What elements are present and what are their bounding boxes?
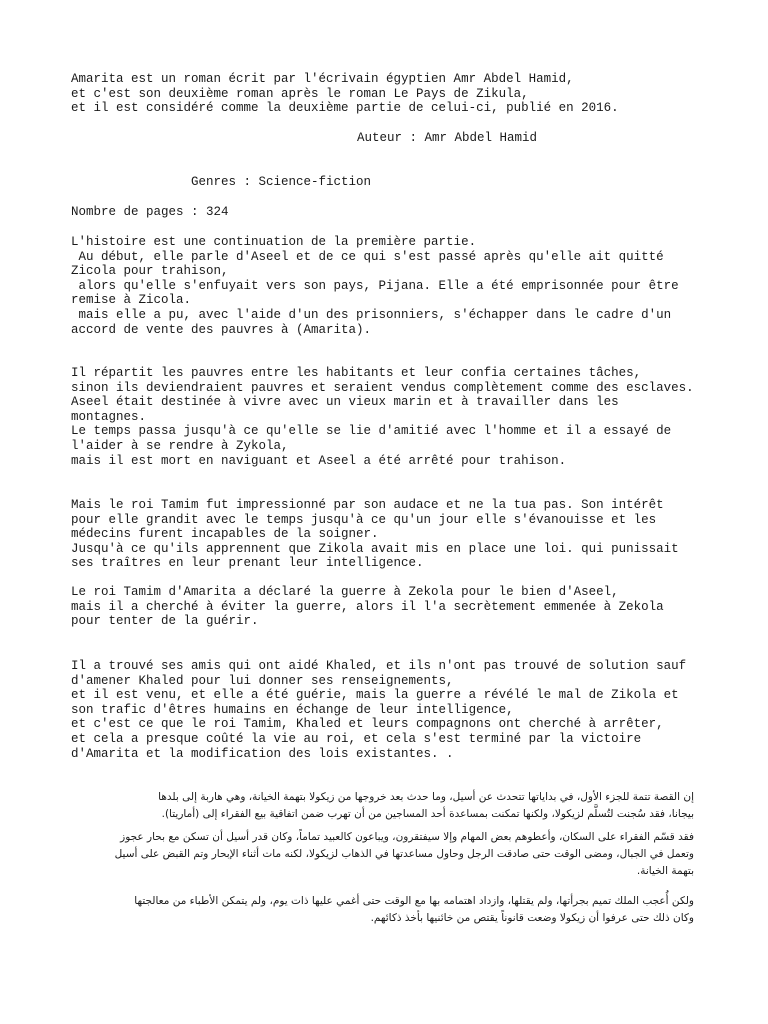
paragraph-line: Le roi Tamim d'Amarita a déclaré la guerre à Zekola pour le bien d'Aseel, <box>71 585 619 599</box>
paragraph-line: Mais le roi Tamim fut impressionné par son audace et ne la tua pas. Son intérêt <box>71 498 664 512</box>
paragraph-line: montagnes. <box>71 409 147 424</box>
paragraph-line: L'histoire est une continuation de la première partie. <box>71 235 477 249</box>
genre-line: Genres : Science-fiction <box>191 175 372 189</box>
arabic-line: وكان ذلك حتى عرفوا أن زيكولا وضعت قانوناً يقتص من خائنيها بأخذ ذكائهم. <box>370 912 694 924</box>
paragraph-line: Au début, elle parle d'Aseel et de ce qui s'est passé après qu'elle ait quitté <box>71 249 664 264</box>
paragraph-line: et c'est ce que le roi Tamim, Khaled et leurs compagnons ont cherché à arrêter, <box>71 717 664 732</box>
paragraph-line: remise à Zicola. <box>71 293 192 308</box>
paragraph-line: l'aider à se rendre à Zykola, <box>71 439 289 453</box>
paragraph-line: Aseel était destinée à vivre avec un vieux marin et à travailler dans les <box>71 395 619 410</box>
arabic-line: ولكن أُعجب الملك تميم بجرأتها، ولم يقتلها، وازداد اهتمامه بها مع الوقت حتى أغمي عليها ذات يوم، ولم يتمكن الأطباء من معالجتها <box>134 895 694 907</box>
paragraph-line: Le temps passa jusqu'à ce qu'elle se lie d'amitié avec l'homme et il a essayé de <box>71 424 672 439</box>
paragraph-line: Zicola pour trahison, <box>71 264 229 279</box>
intro-line: Amarita est un roman écrit par l'écrivain égyptien Amr Abdel Hamid, <box>71 72 574 86</box>
paragraph-line: accord de vente des pauvres à (Amarita). <box>71 322 372 337</box>
paragraph-line: mais elle a pu, avec l'aide d'un des prisonniers, s'échapper dans le cadre d'un <box>71 308 672 322</box>
arabic-line: بيجانا، فقد سُجنت لتُسلَّم لزيكولا، ولكنها تمكنت بمساعدة أحد المساجين من أن تهرب ضمن اتفاقية بيع الفقراء إلى (أماريتا). <box>161 808 694 820</box>
intro-line: et c'est son deuxième roman après le roman Le Pays de Zikula, <box>71 86 529 101</box>
paragraph-line: d'amener Khaled pour lui donner ses renseignements, <box>71 673 454 688</box>
paragraph-line: sinon ils deviendraient pauvres et seraient vendus complètement comme des esclaves. <box>71 380 694 395</box>
paragraph-line: ses traîtres en leur prenant leur intelligence. <box>71 556 424 571</box>
paragraph-line: Jusqu'à ce qu'ils apprennent que Zikola avait mis en place une loi. qui punissait <box>71 541 679 556</box>
paragraph-line: Il répartit les pauvres entre les habitants et leur confia certaines tâches, <box>71 366 642 380</box>
arabic-line: بتهمة الخيانة. <box>636 865 694 877</box>
paragraph-line: mais il a cherché à éviter la guerre, alors il l'a secrètement emmenée à Zekola <box>71 599 664 614</box>
paragraph-line: mais il est mort en naviguant et Aseel a été arrêté pour trahison. <box>71 453 567 468</box>
paragraph-line: et cela a presque coûté la vie au roi, et cela s'est terminé par la victoire <box>71 732 642 746</box>
paragraph-line: Il a trouvé ses amis qui ont aidé Khaled, et ils n'ont pas trouvé de solution sauf <box>71 659 687 673</box>
arabic-line: وتعمل في الجبال، ومضى الوقت حتى صادقت الرجل وحاول مساعدتها في الذهاب لزيكولا، لكنه مات أثناء الإبحار وتم القبض على أسيل <box>114 848 694 860</box>
paragraph-line: médecins furent incapables de la soigner. <box>71 527 379 542</box>
arabic-line: إن القصة تتمة للجزء الأول، في بداياتها تتحدث عن أسيل، وما حدث بعد خروجها من زيكولا بتهمة الخيانة، وهي هاربة إلى بلدها <box>158 791 694 803</box>
paragraph-line: d'Amarita et la modification des lois existantes. . <box>71 746 454 761</box>
arabic-line: فقد قسّم الفقراء على السكان، وأعطوهم بعض المهام وإلا سيفتقرون، ويباعون كالعبيد تماماً، وكان قدر أسيل أن تسكن مع بحار عجوز <box>120 831 694 843</box>
author-line: Auteur : Amr Abdel Hamid <box>357 131 538 145</box>
paragraph-line: pour tenter de la guérir. <box>71 614 259 629</box>
paragraph-line: et il est venu, et elle a été guérie, mais la guerre a révélé le mal de Zikola et <box>71 688 679 703</box>
paragraph-line: son trafic d'êtres humains en échange de leur intelligence, <box>71 702 514 717</box>
paragraph-line: alors qu'elle s'enfuyait vers son pays, Pijana. Elle a été emprisonnée pour être <box>71 278 679 293</box>
intro-line: et il est considéré comme la deuxième partie de celui-ci, publié en 2016. <box>71 101 619 116</box>
pages-line: Nombre de pages : 324 <box>71 205 229 219</box>
paragraph-line: pour elle grandit avec le temps jusqu'à ce qu'un jour elle s'évanouisse et les <box>71 512 657 527</box>
